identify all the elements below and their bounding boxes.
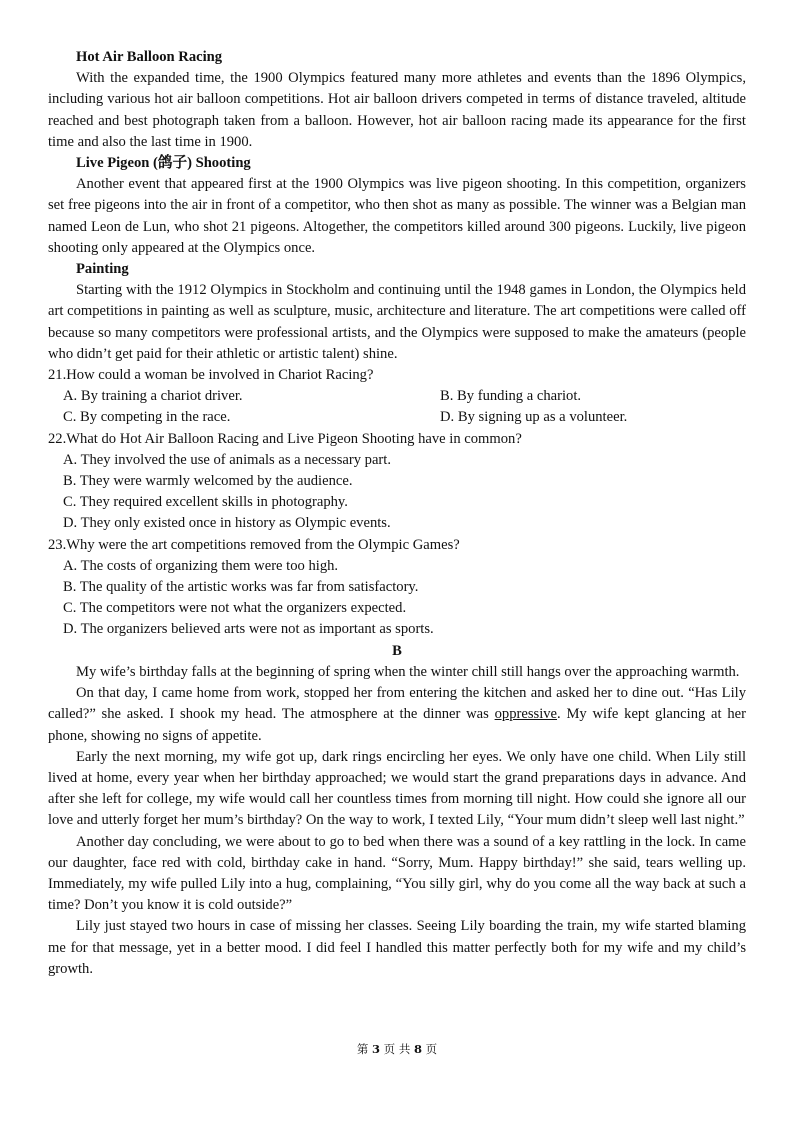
answer-option[interactable]: C. By competing in the race.: [63, 409, 231, 426]
answer-option[interactable]: C. The competitors were not what the organizers expected.: [63, 600, 407, 617]
answer-option[interactable]: A. They involved the use of animals as a necessary part.: [63, 451, 391, 468]
section-title-balloon: Hot Air Balloon Racing: [76, 49, 223, 65]
question-stem: 22.What do Hot Air Balloon Racing and Live Pigeon Shooting have in common?: [48, 430, 522, 447]
footer-total-pages: 8: [413, 1042, 422, 1056]
question-stem: 23.Why were the art competitions removed from the Olympic Games?: [48, 536, 460, 553]
answer-option[interactable]: A. The costs of organizing them were too high.: [63, 557, 339, 574]
answer-option[interactable]: C. They required excellent skills in photography.: [63, 494, 348, 511]
passage-paragraph: My wife’s birthday falls at the beginning of spring when the winter chill still hangs over the approaching warmth.: [76, 663, 740, 680]
passage-paragraph: [48, 683, 746, 747]
section-text-pigeon: Another event that appeared first at the 1900 Olympics was live pigeon shooting. In this competition, organizers set free pigeons into the air in front of a competitor, who then shot as many as possible. The winner was a Belgian man named Leon de Lun, who shot 21 pigeons. Altogether, the competitors killed around 300 pigeons. Luckily, live pigeon shooting only appeared at the Olympics once.: [48, 176, 757, 256]
section-title-pigeon: Live Pigeon (鸽子) Shooting: [76, 155, 251, 172]
passage-paragraph: Early the next morning, my wife got up, dark rings encircling her eyes. We only have one child. When Lily still lived at home, every year when her birthday approached; we would start the grand preparations days in advance. And after she left for college, my wife would call her countless times from morning till night. How could she ignore all our love and utterly forget her mum’s birthday? On the way to work, I texted Lily, “Your mum didn’t sleep well last night.”: [48, 748, 746, 829]
section-text-painting: Starting with the 1912 Olympics in Stockholm and continuing until the 1948 games in London, the Olympics held art competitions in painting as well as sculpture, music, architecture and literature. The art competitions were called off because so many competitors were professional artists, and the Olympics were supposed to make the amateurs (people who didn’t get paid for their athletic or artistic talent) shine.: [48, 282, 746, 362]
option-row: [48, 386, 746, 407]
page-footer: [0, 1041, 794, 1057]
answer-option[interactable]: D. The organizers believed arts were not as important as sports.: [63, 621, 434, 638]
answer-option[interactable]: B. The quality of the artistic works was far from satisfactory.: [63, 579, 419, 596]
answer-option[interactable]: A. By training a chariot driver.: [63, 388, 243, 405]
answer-option[interactable]: D. They only existed once in history as Olympic events.: [63, 515, 391, 532]
footer-page-number: 3: [372, 1042, 381, 1056]
passage-paragraph: Another day concluding, we were about to go to bed when there was a sound of a key rattling in the lock. In came our daughter, face red with cold, birthday cake in hand. “Sorry, Mum. Happy birthday!” she said, tears welling up. Immediately, my wife pulled Lily into a hug, complaining, “You silly girl, why do you come all the way back at such a time? Don’t you know it is cold outside?”: [48, 833, 746, 914]
section-text-balloon: With the expanded time, the 1900 Olympics featured many more athletes and events than the 1896 Olympics, including various hot air balloon competitions. Hot air balloon drivers competed in terms of distance traveled, altitude reached and best photograph taken from a balloon. However, hot air balloon racing made its appearance for the first time and also the last time in 1900.: [48, 70, 746, 150]
question-stem: 21.How could a woman be involved in Chariot Racing?: [48, 367, 374, 384]
option-row: [48, 407, 746, 428]
section-title-painting: Painting: [76, 261, 129, 278]
passage-label: B: [392, 642, 402, 659]
passage-text: . My wife kept glancing at her phone, showing no signs of appetite.: [48, 706, 746, 744]
footer-suffix: 页: [425, 1042, 438, 1056]
footer-middle: 页 共: [383, 1042, 411, 1056]
answer-option[interactable]: D. By signing up as a volunteer.: [440, 409, 628, 426]
answer-option[interactable]: B. They were warmly welcomed by the audience.: [63, 473, 353, 490]
passage-text: On that day, I came home from work, stopped her from entering the kitchen and asked her to dine out. “Has Lily called?” she asked. I shook my head. The atmosphere at the dinner was: [48, 685, 746, 723]
passage-paragraph: Lily just stayed two hours in case of missing her classes. Seeing Lily boarding the train, my wife started blaming me for that message, yet in a better mood. I did feel I handled this matter perfectly both for my wife and my child’s growth.: [48, 918, 746, 977]
footer-prefix: 第: [356, 1042, 369, 1056]
answer-option[interactable]: B. By funding a chariot.: [440, 388, 582, 405]
document-page: [48, 47, 757, 980]
underlined-word: oppressive: [494, 706, 558, 723]
